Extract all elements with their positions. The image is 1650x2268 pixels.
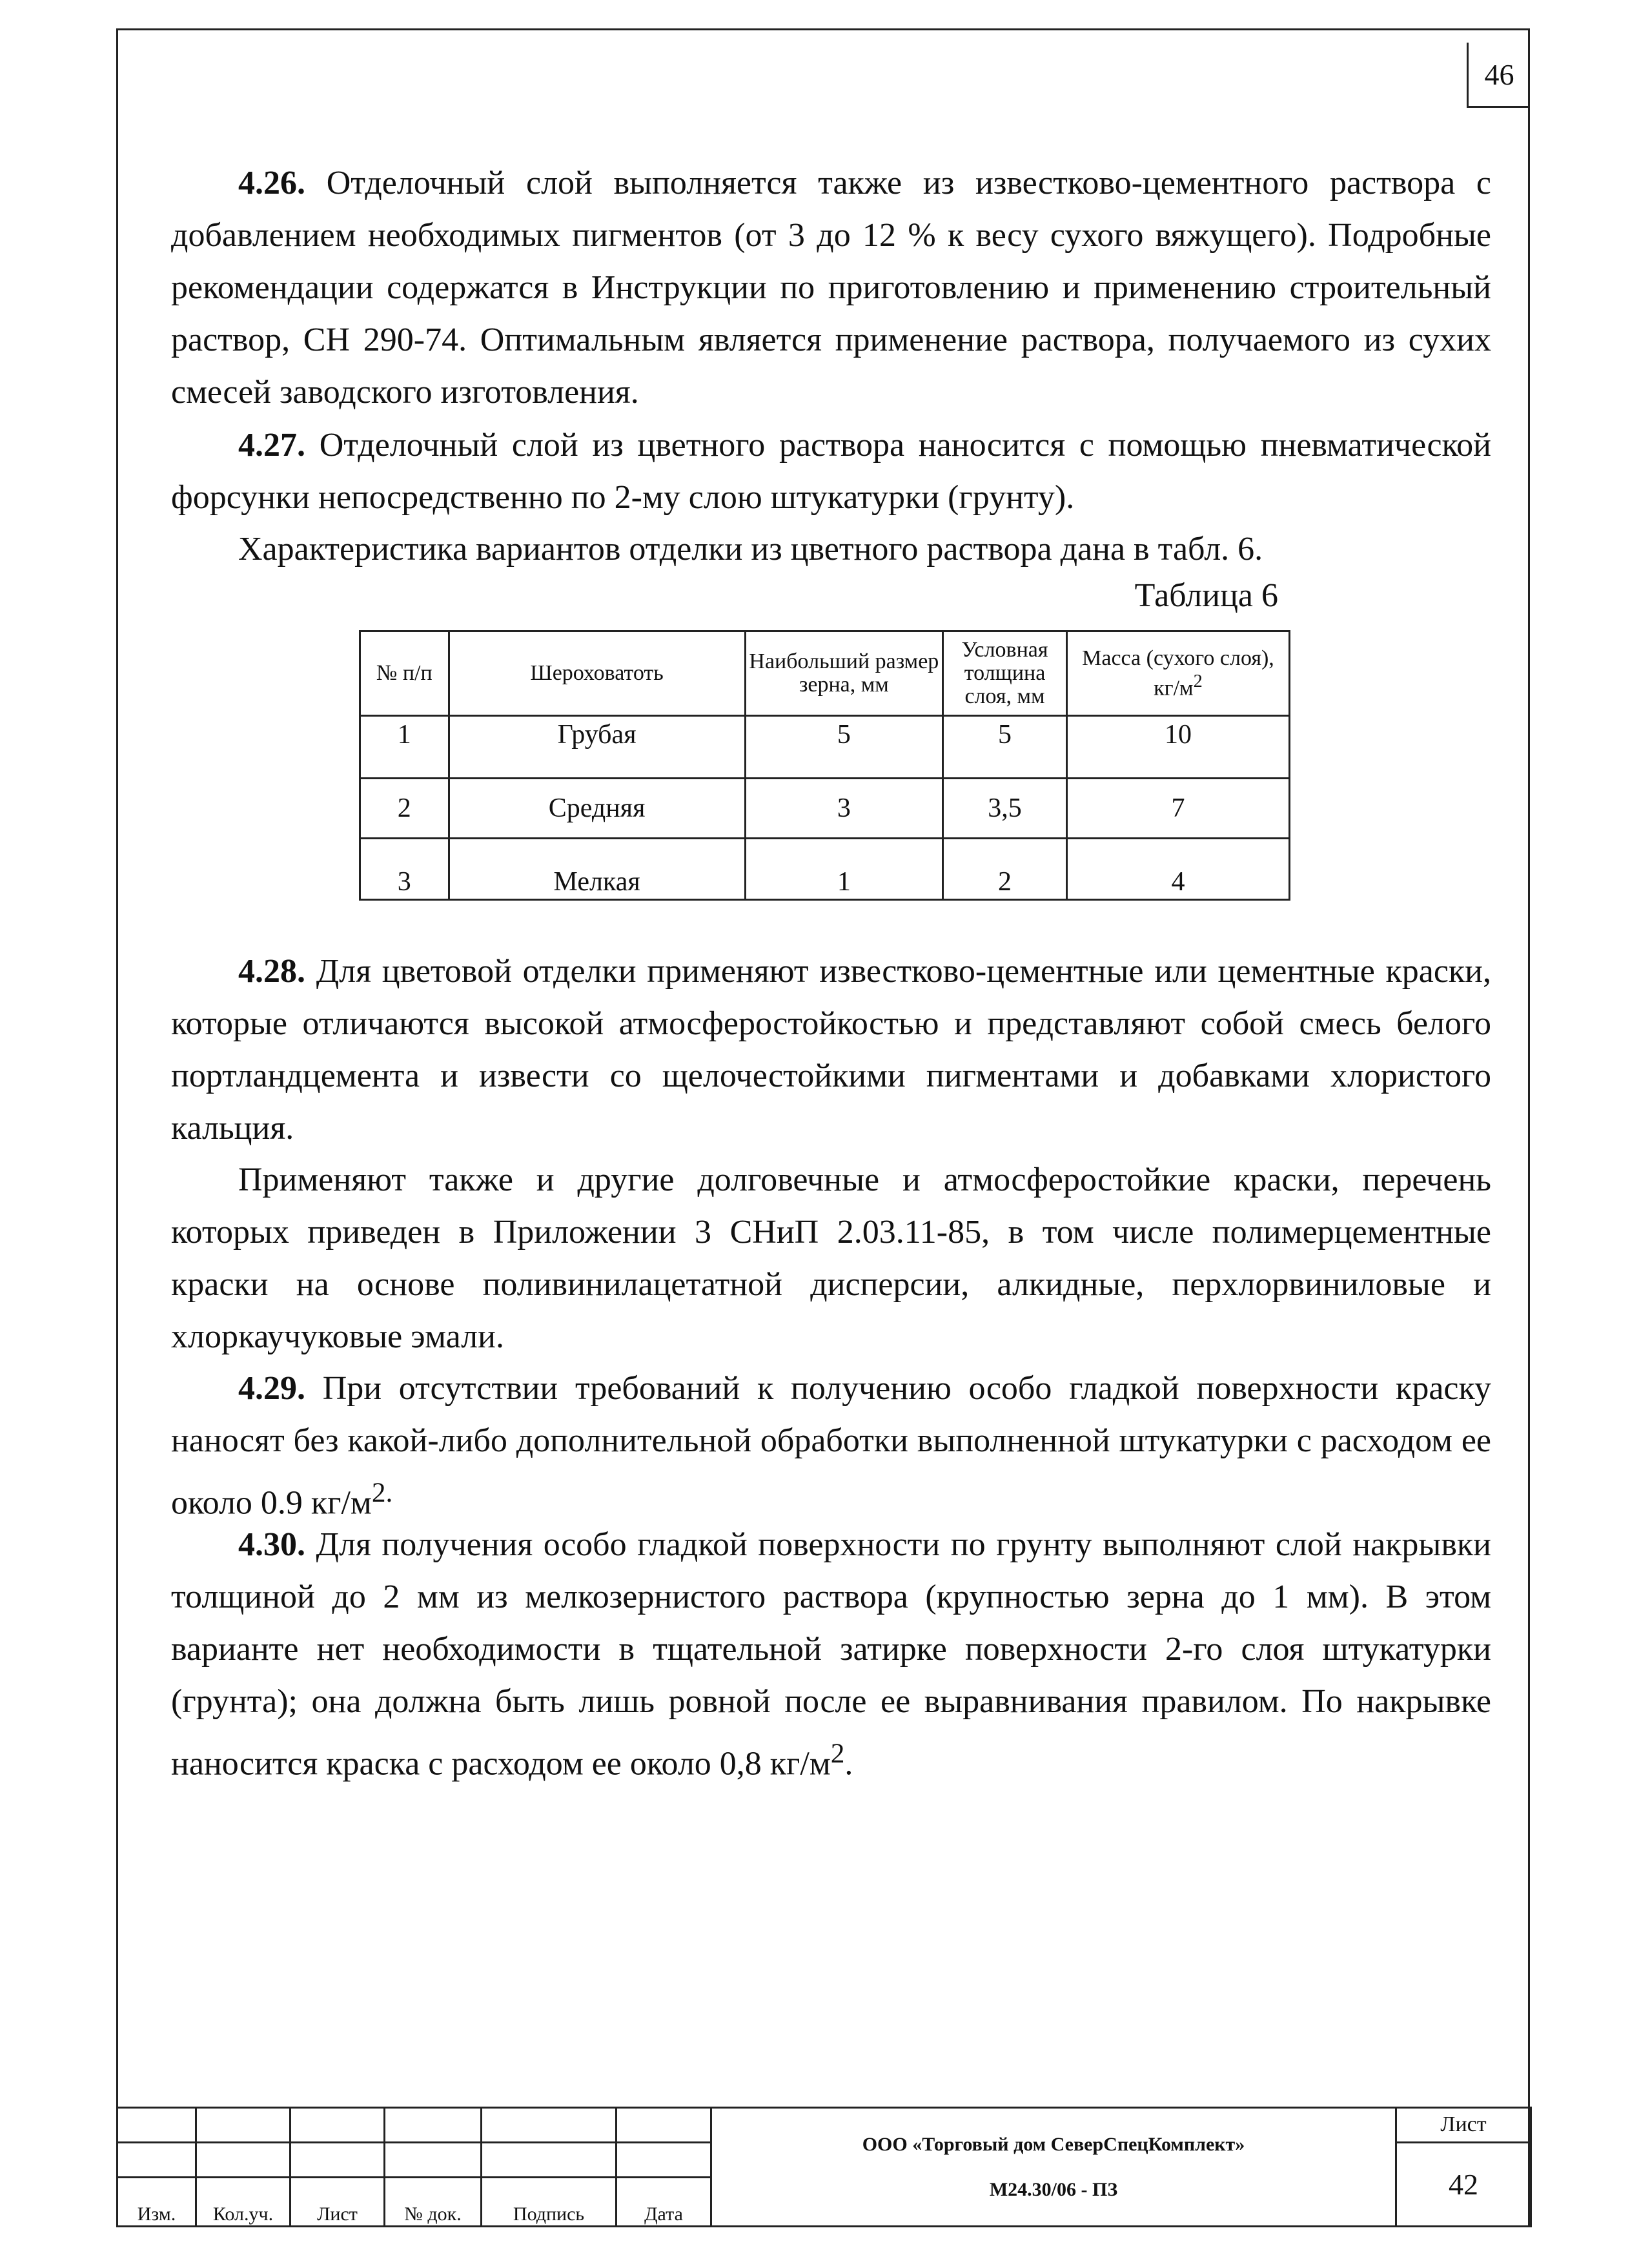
table-row: [360, 839, 1290, 900]
superscript: 2: [830, 1738, 845, 1769]
clause-number: 4.29.: [238, 1370, 305, 1407]
header-mass-text: Масса (сухого слоя), кг/м: [1082, 646, 1274, 700]
paragraph-4-27: [171, 419, 1491, 524]
paragraph-4-29: [171, 1362, 1491, 1529]
header-grain-size: Наибольший размер зерна, мм: [745, 631, 943, 716]
stamp-cell: [385, 2108, 482, 2143]
stamp-cell: [117, 2142, 196, 2177]
paragraph-table-reference: Характеристика вариантов отделки из цветного раствора дана в табл. 6.: [238, 531, 1263, 567]
paragraph-text: Отделочный слой из цветного раствора наносится с помощью пневматической форсунки непосредственно по 2-му слою штукатурки (грунту).: [171, 427, 1491, 516]
paragraph-text: Для получения особо гладкой поверхности по грунту выполняют слой накрывки толщиной до 2 мм из мелкозернистого раствора (крупностью зерна до 1 мм). В этом варианте нет необходимости в тщательной затирке поверхности 2-го слоя штукатурки (грунта); она должна быть лишь ровной после ее выравнивания правилом. По накрывке наносится краска с расходом ее около 0,8 кг/м: [171, 1526, 1491, 1783]
cell-thickness: 3,5: [943, 779, 1067, 839]
cell-thickness: 5: [943, 716, 1067, 779]
paragraph-other-paints: Применяют также и другие долговечные и атмосферостойкие краски, перечень которых приведен в Приложении 3 СНиП 2.03.11-85, в том числе полимерцементные краски на основе поливинилацетатной дисперсии, алкидные, перхлорвиниловые и хлоркаучуковые эмали.: [171, 1161, 1491, 1355]
cell-roughness: Средняя: [449, 779, 745, 839]
table-row: [360, 779, 1290, 839]
table-header-row: [360, 631, 1290, 716]
column-date: Дата: [616, 2177, 711, 2226]
page-number: 46: [1467, 43, 1530, 108]
stamp-cell: [482, 2108, 616, 2143]
stamp-cell: [616, 2108, 711, 2143]
paragraph-4-26: [171, 157, 1491, 418]
table-row: [360, 716, 1290, 779]
paragraph-text: При отсутствии требований к получению особо гладкой поверхности краску наносят без какой-либо дополнительной обработки выполненной штукатурки с расходом ее около 0.9 кг/м: [171, 1370, 1491, 1522]
header-thickness: Условная толщина слоя, мм: [943, 631, 1067, 716]
title-block-row: [117, 2108, 1531, 2143]
cell-mass: 10: [1066, 716, 1289, 779]
stamp-cell: [290, 2108, 385, 2143]
cell-num: 1: [360, 716, 449, 779]
stamp-cell: [117, 2108, 196, 2143]
stamp-cell: [290, 2142, 385, 2177]
header-roughness: Шероховатоть: [449, 631, 745, 716]
cell-mass: 7: [1066, 779, 1289, 839]
cell-num: 3: [360, 839, 449, 900]
stamp-cell: [196, 2142, 290, 2177]
cell-grain: 3: [745, 779, 943, 839]
cell-grain: 5: [745, 716, 943, 779]
document-code: М24.30/06 - ПЗ: [989, 2178, 1118, 2200]
column-izm: Изм.: [117, 2177, 196, 2226]
column-doc-number: № док.: [385, 2177, 482, 2226]
sheet-number: 42: [1396, 2142, 1531, 2226]
cell-roughness: Грубая: [449, 716, 745, 779]
superscript: 2.: [371, 1477, 393, 1508]
table-caption: Таблица 6: [1134, 577, 1278, 614]
paragraph-4-28: [171, 945, 1491, 1154]
header-num: № п/п: [360, 631, 449, 716]
header-mass: [1066, 631, 1289, 716]
paragraph-text: Для цветовой отделки применяют известково-цементные или цементные краски, которые отличаются высокой атмосферостойкостью и представляют собой смесь белого портландцемента и извести со щелочестойкими пигментами и добавками хлористого кальция.: [171, 953, 1491, 1147]
organization-name: ООО «Торговый дом СеверСпецКомплект»: [862, 2133, 1245, 2155]
column-list: Лист: [290, 2177, 385, 2226]
sheet-label: Лист: [1396, 2108, 1531, 2143]
clause-number: 4.30.: [238, 1526, 305, 1563]
cell-mass: 4: [1066, 839, 1289, 900]
cell-thickness: 2: [943, 839, 1067, 900]
cell-grain: 1: [745, 839, 943, 900]
paragraph-text-end: .: [844, 1745, 853, 1783]
paragraph-text: Отделочный слой выполняется также из известково-цементного раствора с добавлением необходимых пигментов (от 3 до 12 % к весу сухого вяжущего). Подробные рекомендации содержатся в Инструкции по приготовлению и применению строительный раствор, СН 290-74. Оптимальным является применение раствора, получаемого из сухих смесей заводского изготовления.: [171, 165, 1491, 411]
header-mass-sup: 2: [1193, 671, 1203, 691]
stamp-cell: [482, 2142, 616, 2177]
column-kol-uch: Кол.уч.: [196, 2177, 290, 2226]
stamp-cell: [385, 2142, 482, 2177]
paragraph-4-30: [171, 1518, 1491, 1790]
stamp-cell: [616, 2142, 711, 2177]
cell-num: 2: [360, 779, 449, 839]
column-signature: Подпись: [482, 2177, 616, 2226]
clause-number: 4.28.: [238, 953, 305, 990]
clause-number: 4.26.: [238, 165, 305, 201]
title-block: [116, 2107, 1532, 2227]
clause-number: 4.27.: [238, 427, 305, 464]
stamp-cell: [196, 2108, 290, 2143]
finish-variants-table: [359, 630, 1290, 901]
cell-roughness: Мелкая: [449, 839, 745, 900]
title-block-organization: [711, 2108, 1396, 2227]
